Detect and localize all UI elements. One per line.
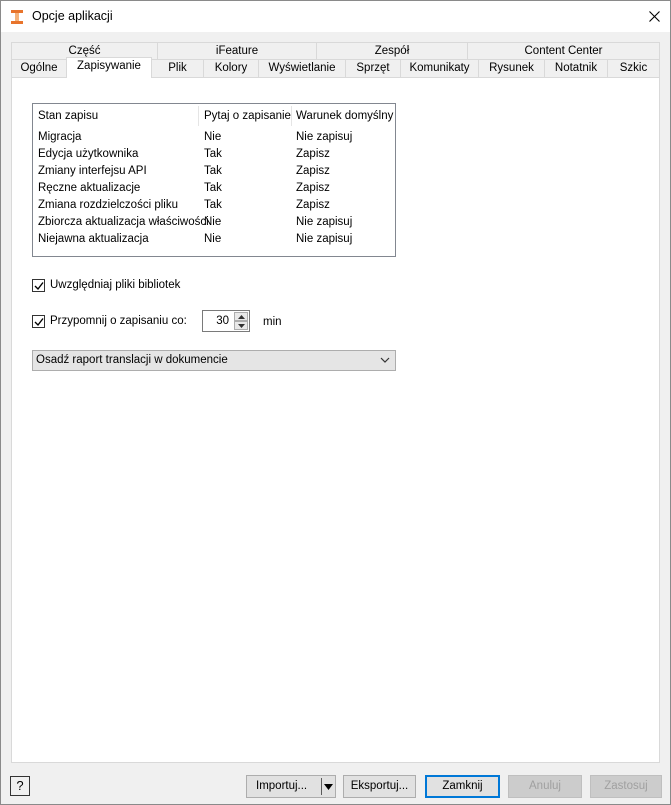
tab-wyswietlanie[interactable]: Wyświetlanie [258, 59, 346, 77]
spinner-down-button[interactable] [234, 321, 248, 330]
tab-komunikaty[interactable]: Komunikaty [400, 59, 479, 77]
close-window-button[interactable] [638, 1, 670, 32]
spinner-buttons [234, 312, 248, 330]
tab-sprzet[interactable]: Sprzęt [345, 59, 401, 77]
save-state-list[interactable] [32, 103, 396, 257]
tab-szkic[interactable]: Szkic [607, 59, 660, 77]
translation-report-dropdown[interactable] [32, 350, 396, 371]
row-ask[interactable]: Nie [204, 216, 222, 228]
row-ask[interactable]: Nie [204, 131, 222, 143]
row-default[interactable]: Zapisz [296, 182, 330, 194]
row-state: Zmiana rozdzielczości pliku [38, 199, 178, 211]
split-separator [321, 778, 322, 795]
tab-czesc[interactable]: Część [11, 42, 158, 60]
include-libraries-checkbox[interactable] [32, 279, 45, 292]
row-default[interactable]: Zapisz [296, 165, 330, 177]
row-default[interactable]: Zapisz [296, 199, 330, 211]
tab-ifeature[interactable]: iFeature [157, 42, 317, 60]
row-default[interactable]: Nie zapisuj [296, 131, 353, 143]
dropdown-arrow-icon[interactable] [324, 784, 333, 790]
tab-ogolne[interactable]: Ogólne [11, 59, 67, 77]
row-default[interactable]: Nie zapisuj [296, 233, 353, 245]
close-icon [649, 11, 660, 22]
tab-zapisywanie[interactable]: Zapisywanie [66, 57, 152, 78]
row-state: Migracja [38, 131, 82, 143]
row-default[interactable]: Nie zapisuj [296, 216, 353, 228]
include-libraries-label[interactable]: Uwzględniaj pliki bibliotek [50, 279, 181, 291]
import-split-button[interactable] [246, 775, 336, 798]
title-bar [1, 1, 670, 32]
tab-panel-zapisywanie [11, 77, 660, 763]
close-button[interactable]: Zamknij [425, 775, 500, 798]
column-header-stan[interactable]: Stan zapisu [38, 110, 99, 122]
chevron-down-icon [380, 357, 390, 363]
save-reminder-checkbox[interactable] [32, 315, 45, 328]
export-button[interactable]: Eksportuj... [343, 775, 416, 798]
reminder-interval-value[interactable]: 30 [216, 315, 229, 327]
column-separator [291, 106, 292, 126]
row-ask[interactable]: Tak [204, 199, 222, 211]
row-state: Zmiany interfejsu API [38, 165, 147, 177]
row-state: Niejawna aktualizacja [38, 233, 149, 245]
row-state: Edycja użytkownika [38, 148, 139, 160]
row-ask[interactable]: Nie [204, 233, 222, 245]
row-ask[interactable]: Tak [204, 148, 222, 160]
spinner-up-button[interactable] [234, 312, 248, 321]
tab-notatnik[interactable]: Notatnik [544, 59, 608, 77]
tab-zespol[interactable]: Zespół [316, 42, 468, 60]
import-label[interactable]: Importuj... [256, 780, 308, 792]
tab-content-center[interactable]: Content Center [467, 42, 660, 60]
reminder-unit: min [263, 316, 282, 328]
translation-report-selected: Osadź raport translacji w dokumencie [36, 354, 228, 366]
arrow-down-icon [238, 324, 245, 328]
column-header-warunek[interactable]: Warunek domyślny [296, 110, 394, 122]
row-ask[interactable]: Tak [204, 165, 222, 177]
arrow-up-icon [238, 315, 245, 319]
apply-button[interactable]: Zastosuj [590, 775, 662, 798]
column-header-pytaj[interactable]: Pytaj o zapisanie [204, 110, 291, 122]
checkmark-icon [34, 281, 44, 291]
inventor-app-icon [10, 9, 24, 25]
checkmark-icon [34, 317, 44, 327]
row-default[interactable]: Zapisz [296, 148, 330, 160]
window-title: Opcje aplikacji [32, 9, 113, 23]
tab-rysunek[interactable]: Rysunek [478, 59, 545, 77]
tab-kolory[interactable]: Kolory [203, 59, 259, 77]
row-ask[interactable]: Tak [204, 182, 222, 194]
save-reminder-label[interactable]: Przypomnij o zapisaniu co: [50, 315, 187, 327]
cancel-button[interactable]: Anuluj [508, 775, 582, 798]
row-state: Ręczne aktualizacje [38, 182, 141, 194]
column-separator [198, 106, 199, 126]
tab-plik[interactable]: Plik [151, 59, 204, 77]
help-button[interactable]: ? [10, 776, 30, 796]
reminder-interval-spinner[interactable] [202, 310, 250, 332]
row-state: Zbiorcza aktualizacja właściwości [38, 216, 209, 228]
